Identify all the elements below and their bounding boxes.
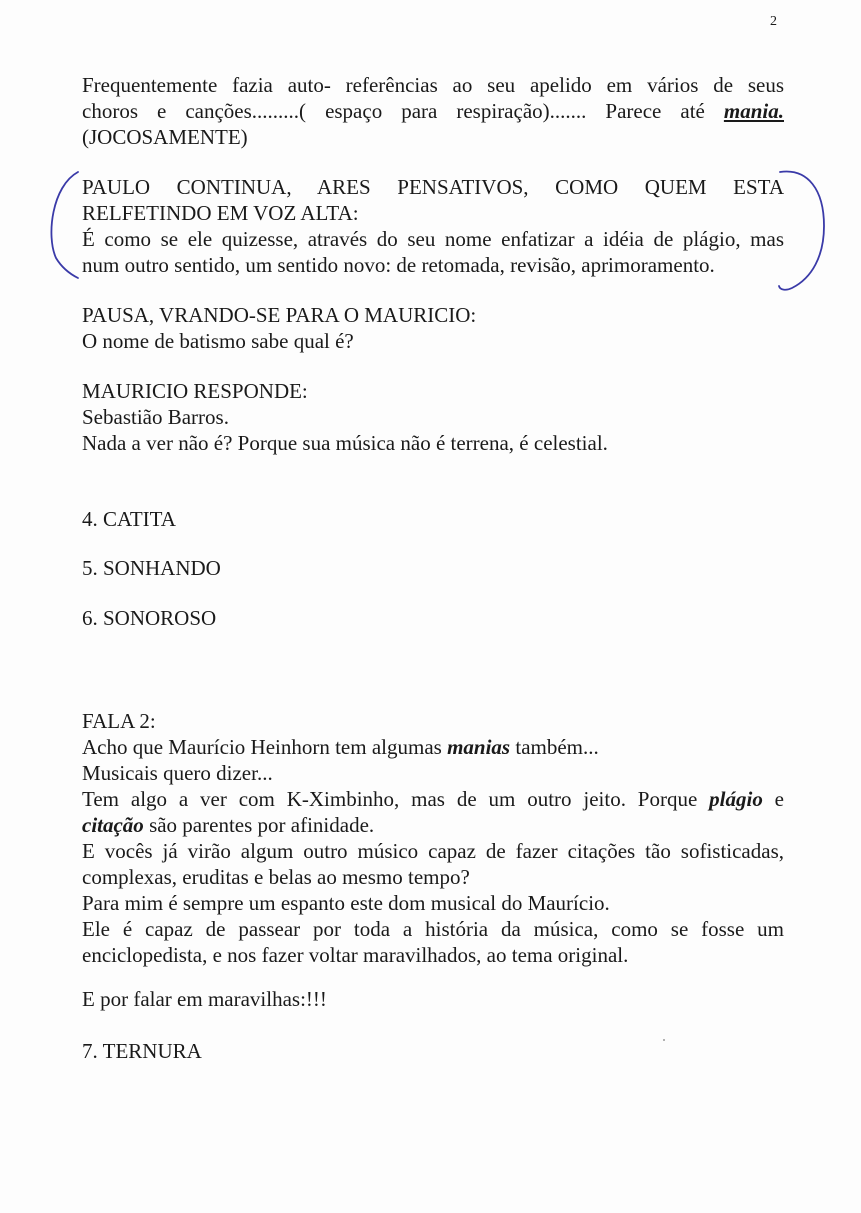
text-run: choros e canções.........( espaço para respiração)....... Parece até xyxy=(82,99,724,123)
paragraph-paulo-continua xyxy=(82,174,784,278)
paragraph-line: E vocês já virão algum outro músico capaz de fazer citações tão sofisticadas, xyxy=(82,839,784,863)
song-item: 5. SONHANDO xyxy=(82,556,221,580)
paragraph-line: num outro sentido, um sentido novo: de retomada, revisão, aprimoramento. xyxy=(82,253,715,277)
paragraph-line: É como se ele quizesse, através do seu nome enfatizar a idéia de plágio, mas xyxy=(82,227,784,251)
paragraph-fala-2 xyxy=(82,708,784,968)
stage-direction: PAUSA, VRANDO-SE PARA O MAURICIO: xyxy=(82,303,477,327)
paragraph-pausa xyxy=(82,302,784,354)
song-item: 4. CATITA xyxy=(82,507,176,531)
emphasized-word: mania. xyxy=(723,99,784,123)
stage-direction: PAULO CONTINUA, ARES PENSATIVOS, COMO QUEM ESTA xyxy=(82,175,784,199)
stage-direction: MAURICIO RESPONDE: xyxy=(82,379,308,403)
text-run: e xyxy=(762,787,785,811)
text-run: são parentes por afinidade. xyxy=(143,813,375,837)
closing-line: E por falar em maravilhas:!!! xyxy=(82,987,327,1011)
paragraph-line xyxy=(82,734,784,760)
paragraph-line xyxy=(82,98,784,124)
paragraph-line: Para mim é sempre um espanto este dom musical do Maurício. xyxy=(82,891,610,915)
song-item: 7. TERNURA xyxy=(82,1039,202,1063)
paragraph-line: O nome de batismo sabe qual é? xyxy=(82,329,354,353)
paragraph-line: Frequentemente fazia auto- referências ao seu apelido em vários de seus xyxy=(82,73,784,97)
song-item: 6. SONOROSO xyxy=(82,606,217,630)
text-run: Tem algo a ver com K-Ximbinho, mas de um outro jeito. Porque xyxy=(82,787,710,811)
paragraph-line: enciclopedista, e nos fazer voltar maravilhados, ao tema original. xyxy=(82,943,629,967)
paper-speck xyxy=(663,1039,665,1041)
text-run: também... xyxy=(510,735,599,759)
stage-direction: (JOCOSAMENTE) xyxy=(82,125,248,149)
paragraph-line xyxy=(82,812,784,838)
paragraph-auto-referencias xyxy=(82,72,784,150)
emphasized-word: plágio xyxy=(709,787,763,811)
left-bracket-mark xyxy=(51,172,78,278)
paragraph-line: Musicais quero dizer... xyxy=(82,761,273,785)
paragraph-line: Sebastião Barros. xyxy=(82,405,229,429)
stage-direction: RELFETINDO EM VOZ ALTA: xyxy=(82,201,359,225)
paragraph-line: Nada a ver não é? Porque sua música não é terrena, é celestial. xyxy=(82,431,608,455)
right-bracket-mark xyxy=(779,172,824,290)
paragraph-line xyxy=(82,786,784,812)
page-number: 2 xyxy=(770,14,777,29)
emphasized-word: manias xyxy=(447,735,511,759)
emphasized-word: citação xyxy=(82,813,144,837)
text-run: Acho que Maurício Heinhorn tem algumas xyxy=(82,735,448,759)
paragraph-line: Ele é capaz de passear por toda a história da música, como se fosse um xyxy=(82,917,784,941)
section-heading: FALA 2: xyxy=(82,709,156,733)
paragraph-line: complexas, eruditas e belas ao mesmo tempo? xyxy=(82,865,470,889)
paragraph-mauricio-responde xyxy=(82,378,784,456)
